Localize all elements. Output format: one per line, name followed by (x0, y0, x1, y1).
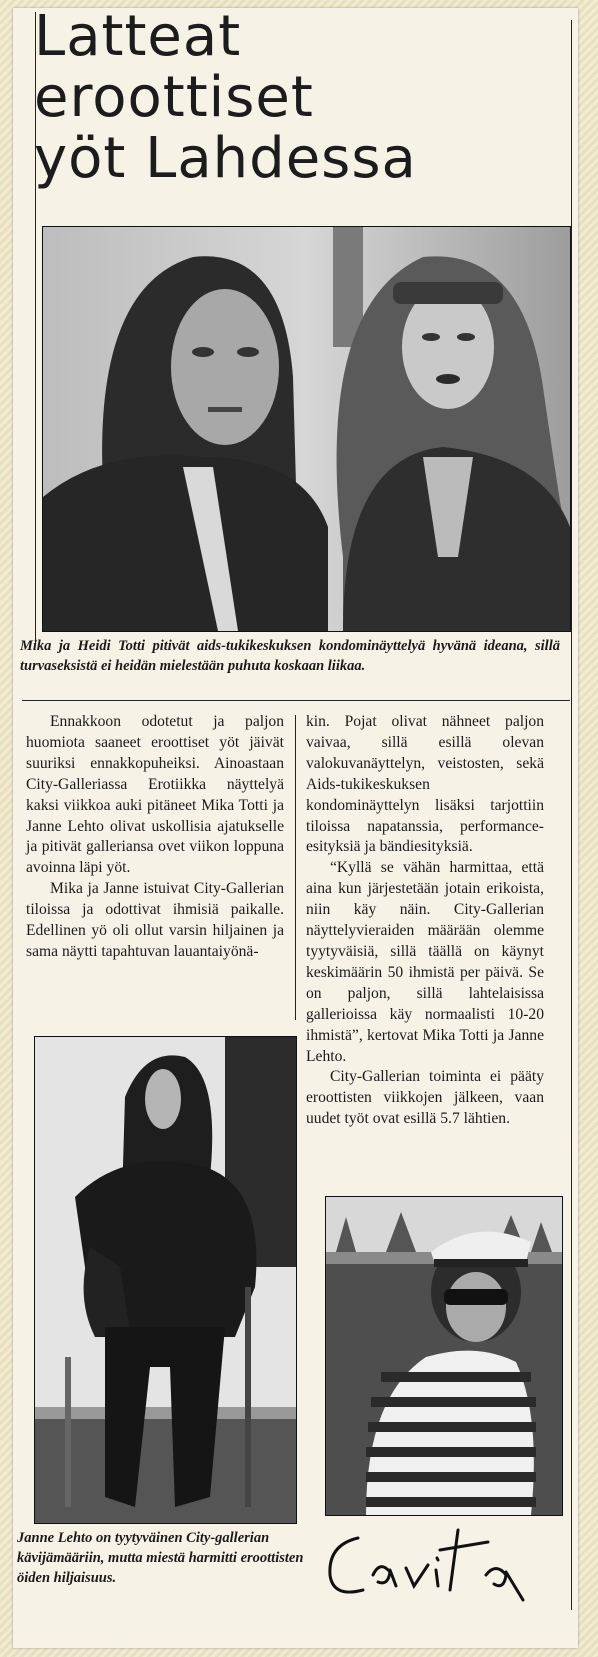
photo-janne-lehto (34, 1036, 297, 1524)
caption-rule (22, 700, 570, 701)
right-border-rule (571, 20, 572, 1610)
article-column-1 (26, 712, 284, 963)
headline-line-1: Latteat (34, 4, 242, 69)
headline (34, 6, 554, 189)
article-column-2 (306, 712, 544, 1130)
headline-line-3: yöt Lahdessa (34, 126, 417, 191)
paragraph: Ennakkoon odotetut ja paljon huomiota saaneet eroottiset yöt jäivät suuriksi ennakkopuheiksi. Ainoastaan City-Galleriassa Erotiikka näyttelyä kaksi viikkoa auki pitäneet Mika Totti ja Janne Lehto olivat uskollisia ajatukselle ja pitivät galleriansa ovet viikon loppuna avoinna läpi yöt. (26, 713, 284, 877)
paragraph: kin. Pojat olivat nähneet paljon vaivaa, sillä esillä olevan valokuvanäyttelyn, veistosten, sekä Aids-tukikeskuksen kondominäyttelyn lisäksi tarjottiin tiloissa napatanssia, performance-esityksiä ja bändiesityksiä. (306, 713, 544, 856)
paragraph: “Kyllä se vähän harmittaa, että aina kun järjestetään jotain erikoista, niin käy näin. City-Gallerian näyttelyvieraiden määrään olemme tyytyväisiä, sillä täällä on käynyt keskimäärin 50 ihmistä per päivä. Se on paljon, sillä lahtelaisissa gallerioissa käy normaalisti 10-20 ihmistä”, kertovat Mika Totti ja Janne Lehto. (306, 859, 544, 1065)
photo-woman-in-sailor-hat (325, 1196, 563, 1516)
paragraph: Mika ja Janne istuivat City-Gallerian tiloissa ja odottivat ihmisiä paikalle. Edellinen yö oli ollut varsin hiljainen ja sama näytti tapahtuvan lauantaiyönä- (26, 880, 284, 960)
handwritten-signature (318, 1520, 548, 1610)
photo-mika-and-heidi (42, 226, 571, 632)
caption-top-photo: Mika ja Heidi Totti pitivät aids-tukikeskuksen kondominäyttelyä hyvänä ideana, sillä turvaseksistä ei heidän mielestään puhuta koskaan liikaa. (20, 638, 560, 674)
paragraph: City-Gallerian toiminta ei pääty eroottisten viikkojen jälkeen, vaan uudet työt ovat esillä 5.7 lähtien. (306, 1068, 544, 1128)
headline-line-2: eroottiset (34, 65, 314, 130)
column-rule (295, 715, 296, 1020)
caption-bottom-left-photo: Janne Lehto on tyytyväinen City-gallerian kävijämääriin, mutta miestä harmitti eroottisten öiden hiljaisuus. (17, 1530, 304, 1586)
